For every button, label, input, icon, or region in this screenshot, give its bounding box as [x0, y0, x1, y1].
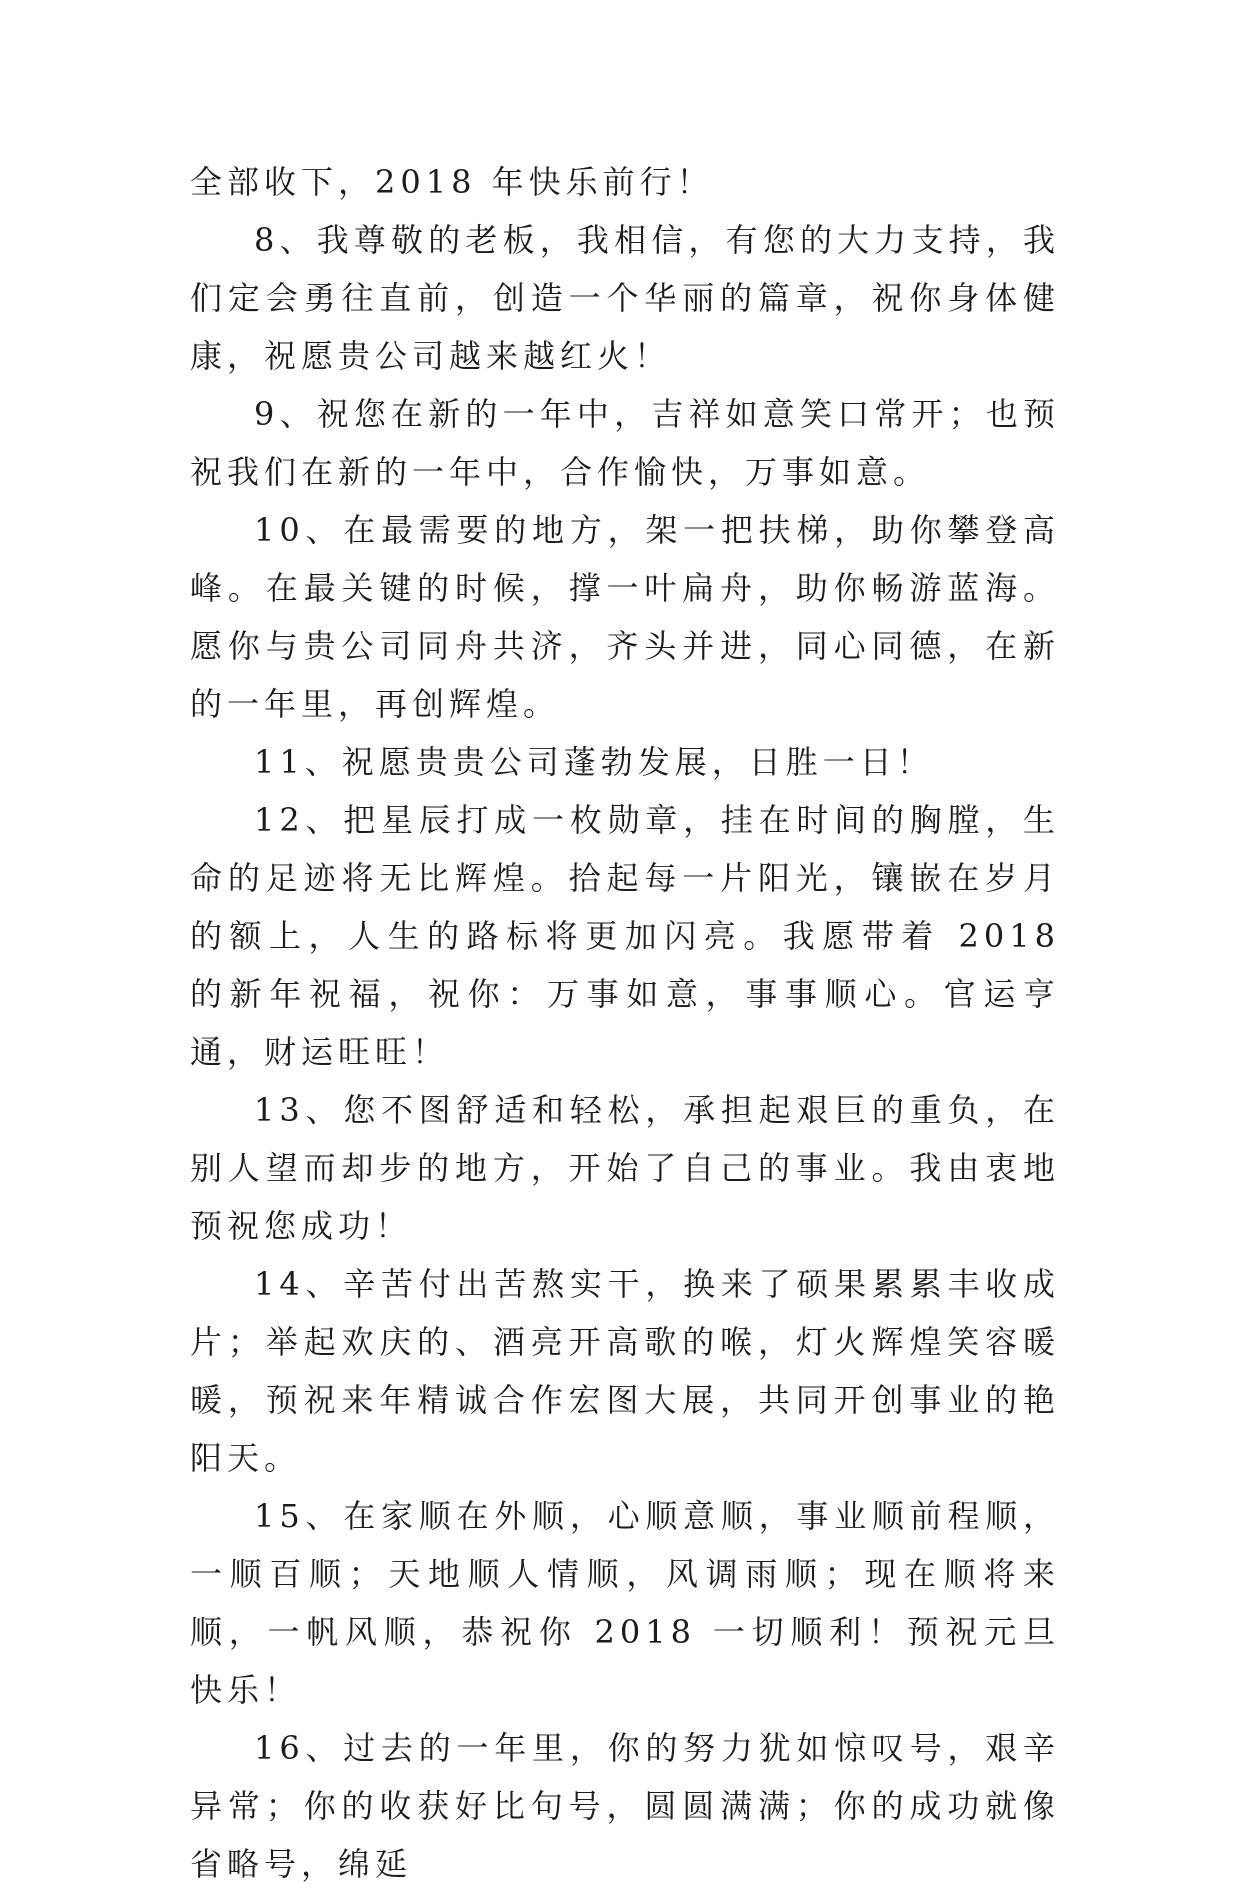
paragraph: 11、祝愿贵贵公司蓬勃发展，日胜一日！ [254, 743, 934, 781]
paragraph: 9、祝您在新的一年中，吉祥如意笑口常开；也预祝我们在新的一年中，合作愉快，万事如意。 [190, 395, 1060, 491]
paragraph: 10、在最需要的地方，架一把扶梯，助你攀登高峰。在最关键的时候，撑一叶扁舟，助你畅游蓝海。愿你与贵公司同舟共济，齐头并进，同心同德，在新的一年里，再创辉煌。 [190, 511, 1060, 723]
paragraph: 全部收下，2018 年快乐前行！ [190, 163, 714, 201]
document-body [190, 153, 1060, 1893]
paragraph: 15、在家顺在外顺，心顺意顺，事业顺前程顺，一顺百顺；天地顺人情顺，风调雨顺；现在顺将来顺，一帆风顺，恭祝你 2018 一切顺利！预祝元旦快乐！ [190, 1497, 1060, 1709]
paragraph: 8、我尊敬的老板，我相信，有您的大力支持，我们定会勇往直前，创造一个华丽的篇章，祝你身体健康，祝愿贵公司越来越红火！ [190, 221, 1060, 375]
paragraph: 14、辛苦付出苦熬实干，换来了硕果累累丰收成片；举起欢庆的、酒亮开高歌的喉，灯火辉煌笑容暖暖，预祝来年精诚合作宏图大展，共同开创事业的艳阳天。 [190, 1265, 1060, 1477]
paragraph: 16、过去的一年里，你的努力犹如惊叹号，艰辛异常；你的收获好比句号，圆圆满满；你的成功就像省略号，绵延 [190, 1729, 1060, 1883]
paragraph: 13、您不图舒适和轻松，承担起艰巨的重负，在别人望而却步的地方，开始了自己的事业。我由衷地预祝您成功！ [190, 1091, 1060, 1245]
paragraph: 12、把星辰打成一枚勋章，挂在时间的胸膛，生命的足迹将无比辉煌。拾起每一片阳光，镶嵌在岁月的额上，人生的路标将更加闪亮。我愿带着 2018 的新年祝福，祝你：万事如意，事事顺心。官运亨通，财运旺旺！ [190, 801, 1060, 1071]
